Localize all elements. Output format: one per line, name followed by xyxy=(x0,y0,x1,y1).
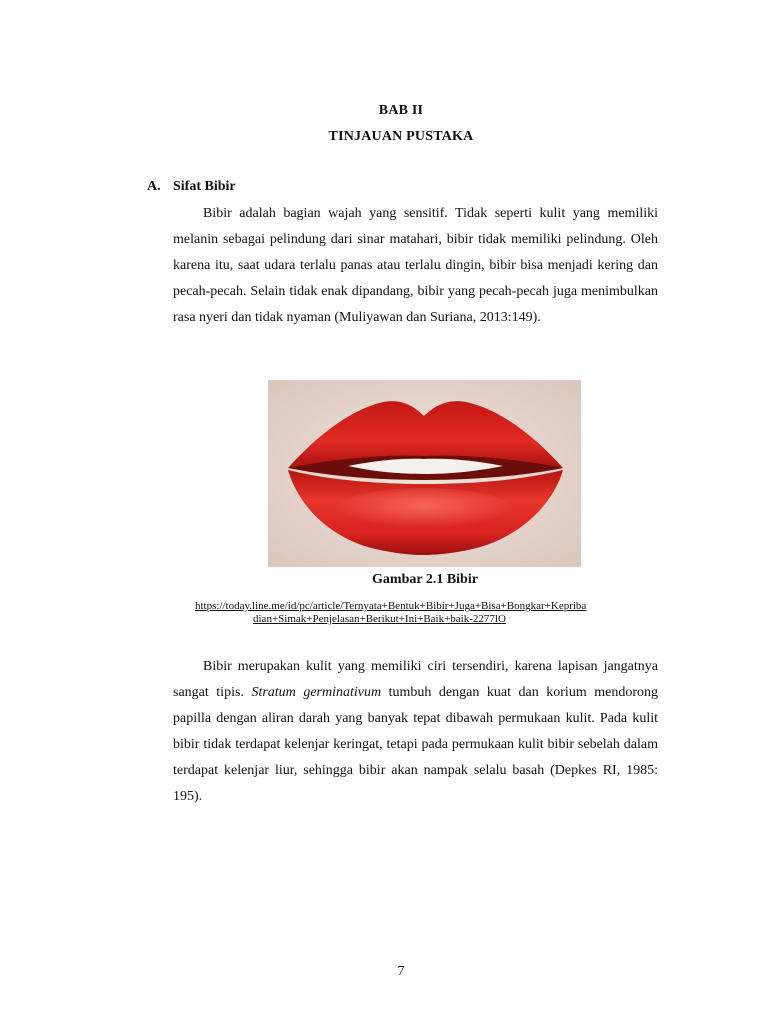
figure-source-line-2[interactable]: dian+Simak+Penjelasan+Berikut+Ini+Baik+baik-2277lO xyxy=(253,613,506,625)
paragraph-2-start: Bibir merupakan kulit yang memiliki ciri tersendiri, karena lapisan jangatnya sangat tipis. xyxy=(173,659,658,700)
paragraph-kulit-bibir xyxy=(173,654,658,810)
paragraph-sifat-bibir: Bibir adalah bagian wajah yang sensitif. Tidak seperti kulit yang memiliki melanin sebagai pelindung dari sinar matahari, bibir tidak memiliki pelindung. Oleh karena itu, saat udara terlalu panas atau terlalu dingin, bibir bisa menjadi kering dan pecah-pecah. Selain tidak enak dipandang, bibir yang pecah-pecah juga menimbulkan rasa nyeri dan tidak nyaman (Muliyawan dan Suriana, 2013:149). xyxy=(173,206,658,325)
chapter-label: BAB II xyxy=(378,103,424,118)
lip-highlight xyxy=(334,488,514,532)
paragraph-2-end: tumbuh dengan kuat dan korium mendorong papilla dengan aliran darah yang banyak tepat dibawah permukaan kulit. Pada kulit bibir tidak terdapat kelenjar keringat, tetapi pada permukaan kulit bibir sebelah dalam terdapat kelenjar liur, sehingga bibir akan nampak selalu basah (Depkes RI, 1985: 195). xyxy=(173,685,659,804)
section-heading xyxy=(147,179,236,195)
section-title: Sifat Bibir xyxy=(173,179,236,194)
figure-caption: Gambar 2.1 Bibir xyxy=(372,572,478,587)
section-number: A. xyxy=(147,179,161,194)
figure-source-line-1[interactable]: https://today.line.me/id/pc/article/Ternyata+Bentuk+Bibir+Juga+Bisa+Bongkar+Kepriba xyxy=(195,600,587,612)
paragraph-2-italic-term: Stratum germinativum xyxy=(251,685,382,700)
page-number: 7 xyxy=(397,964,405,979)
lips-illustration xyxy=(268,380,581,567)
chapter-title: TINJAUAN PUSTAKA xyxy=(328,129,474,144)
lips-photo xyxy=(268,380,581,567)
figure-source-link[interactable] xyxy=(195,600,657,626)
